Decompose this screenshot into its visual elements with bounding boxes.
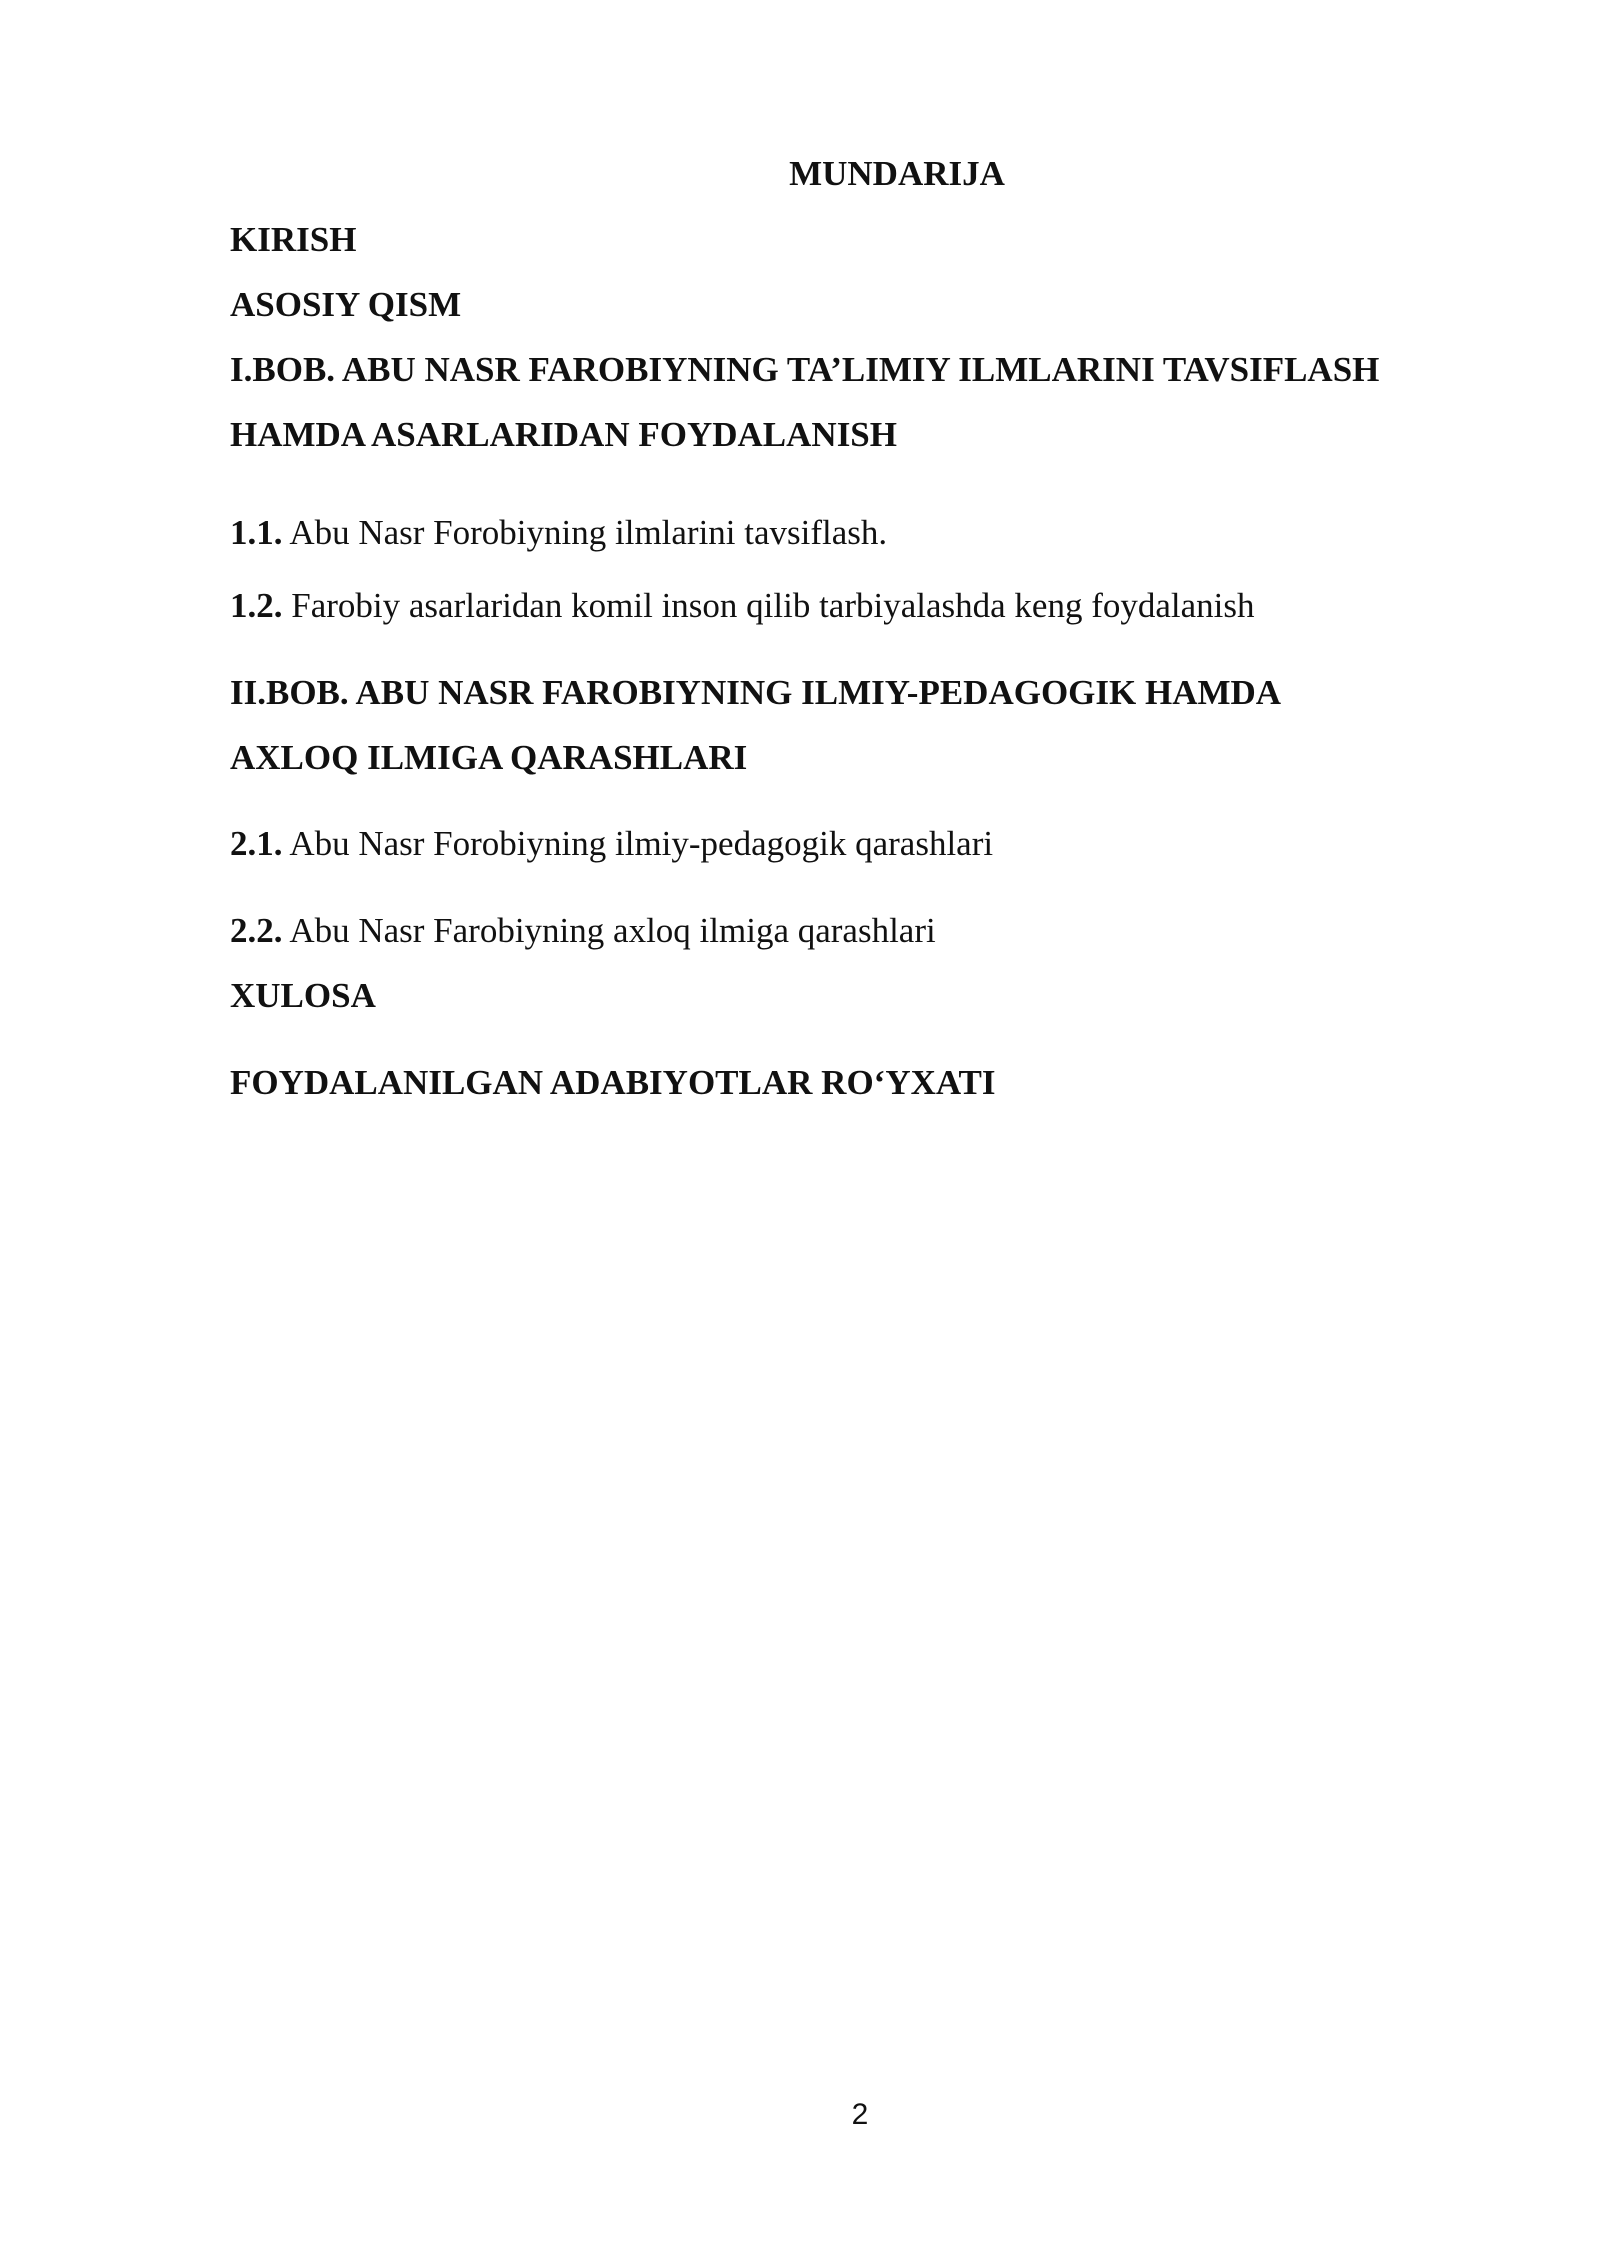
section-title: Abu Nasr Forobiyning ilmiy-pedagogik qarashlari [282,824,994,863]
toc-entry-adabiyotlar: FOYDALANILGAN ADABIYOTLAR RO‘YXATI [230,1063,996,1102]
toc-title: MUNDARIJA [789,154,1005,193]
toc-entry-xulosa: XULOSA [230,976,376,1015]
section-title: Farobiy asarlaridan komil inson qilib tarbiyalashda keng foydalanish [282,586,1255,625]
section-number: 2.2. [230,911,283,950]
section-number: 2.1. [230,824,283,863]
toc-chapter1-heading-line2: HAMDA ASARLARIDAN FOYDALANISH [230,415,897,454]
section-number: 1.1. [230,513,283,552]
section-title: Abu Nasr Farobiyning axloq ilmiga qarashlari [282,911,936,950]
toc-chapter2-heading-line2: AXLOQ ILMIGA QARASHLARI [230,738,748,777]
toc-section-2-2 [230,909,936,953]
section-title: Abu Nasr Forobiyning ilmlarini tavsiflash. [282,513,888,552]
toc-section-1-2 [230,584,1255,628]
toc-section-1-1 [230,511,887,555]
toc-chapter1-heading-line1: I.BOB. ABU NASR FAROBIYNING TA’LIMIY ILMLARINI TAVSIFLASH [230,350,1380,389]
toc-entry-kirish: KIRISH [230,220,357,259]
toc-section-2-1 [230,822,993,866]
toc-entry-asosiy-qism: ASOSIY QISM [230,285,462,324]
page-number: 2 [851,2098,869,2131]
toc-chapter2-heading-line1: II.BOB. ABU NASR FAROBIYNING ILMIY-PEDAGOGIK HAMDA [230,673,1282,712]
section-number: 1.2. [230,586,283,625]
